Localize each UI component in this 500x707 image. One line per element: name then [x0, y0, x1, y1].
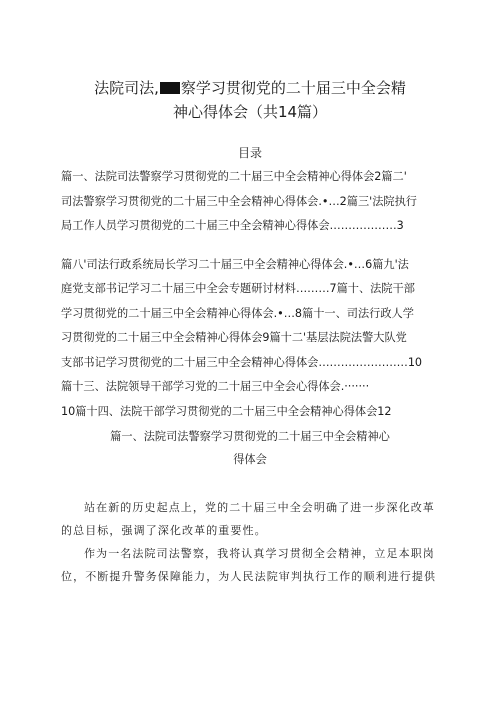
- toc-line: 庭党支部书记学习二十届三中全会专题研讨材料………7篇十、法院干部: [61, 282, 415, 295]
- toc-heading: 目录: [237, 146, 262, 160]
- redaction-mark: [160, 82, 180, 94]
- paragraph-line: 位，不断提升警务保障能力，为人民法院审判执行工作的顺利进行提供: [61, 570, 437, 583]
- article-title-line-2: 得体会: [233, 453, 267, 466]
- toc-line: 篇八'司法行政系统局长学习二十届三中全会精神心得体会.•…6篇九'法: [61, 257, 409, 271]
- table-of-contents: [61, 165, 453, 424]
- article-title-line-1: 篇一、法院司法警察学习贯彻党的二十届三中全会精神心: [110, 430, 390, 443]
- toc-line: 支部书记学习贯彻党的二十届三中全会精神心得体会……………………10: [61, 355, 423, 369]
- toc-line: 司法警察学习贯彻党的二十届三中全会精神心得体会.•…2篇三'法院执行: [61, 194, 417, 208]
- article-body: [61, 496, 455, 588]
- paragraph-line: 作为一名法院司法警察，我将认真学习贯彻全会精神，立足本职岗: [84, 547, 435, 560]
- paragraph-line: 站在新的历史起点上，党的二十届三中全会明确了进一步深化改革: [84, 501, 435, 514]
- paragraph-line: 的总目标，强调了深化改革的重要性。: [61, 524, 267, 537]
- title-line-1-start: 法院司法,: [94, 79, 159, 97]
- toc-line: 习贯彻党的二十届三中全会精神心得体会9篇十二'基层法院法警大队党: [61, 331, 407, 344]
- article-title: [40, 425, 460, 471]
- toc-line: 篇十三、法院领导干部学习党的二十届三中全会心得体会.·······: [61, 380, 370, 393]
- toc-line: 10篇十四、法院干部学习贯彻党的二十届三中全会精神心得体会12: [61, 404, 392, 418]
- toc-gap: [61, 239, 453, 253]
- title-line-2: 神心得体会（共14篇）: [172, 103, 328, 121]
- toc-line: 篇一、法院司法警察学习贯彻党的二十届三中全会精神心得体会2篇二': [61, 170, 407, 183]
- toc-line: 局工作人员学习贯彻党的二十届三中全会精神心得体会………………3: [61, 219, 404, 232]
- toc-line: 学习贯彻党的二十届三中全会精神心得体会.•…8篇十一、司法行政人学: [61, 306, 414, 320]
- title-line-1-end: 察学习贯彻党的二十届三中全会精: [180, 79, 406, 97]
- title-line-1: [50, 76, 450, 100]
- document-title: [50, 76, 450, 124]
